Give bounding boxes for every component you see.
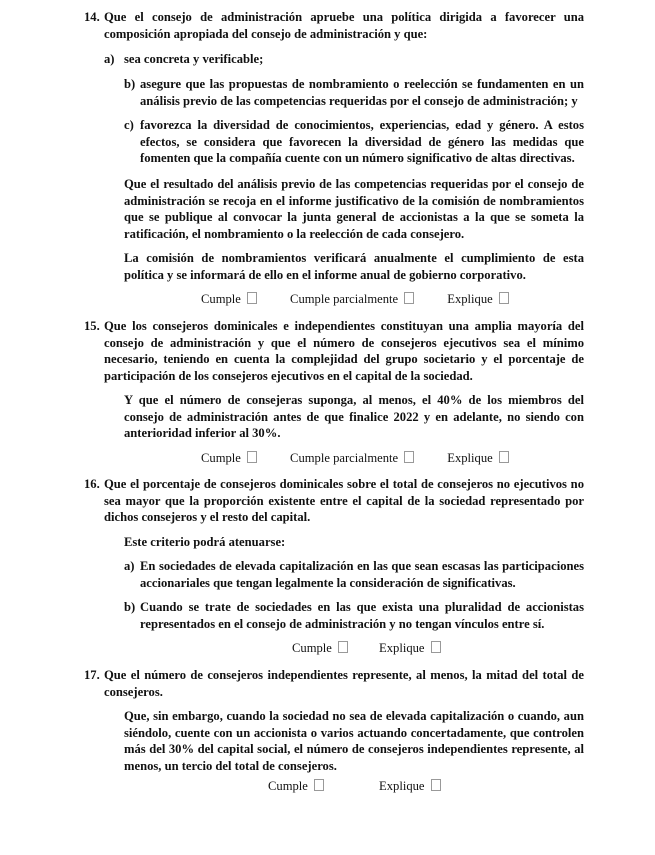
checkbox-icon[interactable] xyxy=(247,292,257,304)
options-14 xyxy=(201,292,509,307)
subitem-letter: b) xyxy=(124,600,136,614)
option-cumple[interactable]: Cumple xyxy=(201,292,257,307)
checkbox-icon[interactable] xyxy=(314,779,324,791)
subitem-text: Cuando se trate de sociedades en las que exista una pluralidad de accionistas representados en el consejo de administración y no tengan vínculos entre sí. xyxy=(140,600,584,631)
recommendation-16 xyxy=(84,476,584,526)
subitem-text: En sociedades de elevada capitalización en las que sean escasas las participaciones accionariales que tengan legalmente la consideración de significativas. xyxy=(140,559,584,590)
subitem-text: asegure que las propuestas de nombramiento o reelección se fundamenten en un análisis previo de las competencias requeridas por el consejo de administración; y xyxy=(140,77,584,108)
option-cumple[interactable]: Cumple xyxy=(292,641,348,656)
option-explique[interactable]: Explique xyxy=(447,292,508,307)
subitem-14b xyxy=(124,76,584,109)
paragraph-17-1: Que, sin embargo, cuando la sociedad no sea de elevada capitalización o cuando, aun siéndolo, cuente con un accionista o varios actuando concertadamente, que controlen más del 30% del capital social, el número de consejeros independientes represente, al menos, un tercio del total de consejeros. xyxy=(124,709,584,773)
subitem-16a xyxy=(124,558,584,591)
item-number: 17. xyxy=(84,668,100,682)
item-number: 15. xyxy=(84,319,100,333)
option-cumple[interactable]: Cumple xyxy=(268,779,324,794)
subitem-16b xyxy=(124,599,584,632)
item-intro: Que el número de consejeros independientes represente, al menos, la mitad del total de consejeros. xyxy=(104,668,584,699)
checkbox-icon[interactable] xyxy=(338,641,348,653)
option-explique[interactable]: Explique xyxy=(447,451,508,466)
checkbox-icon[interactable] xyxy=(404,451,414,463)
paragraph-15-1: Y que el número de consejeras suponga, al menos, el 40% de los miembros del consejo de administración antes de que finalice 2022 y en adelante, no siendo con anterioridad inferior al 30%. xyxy=(124,393,584,440)
subitem-letter: b) xyxy=(124,77,136,91)
options-16 xyxy=(292,641,441,656)
option-cumple-parcialmente[interactable]: Cumple parcialmente xyxy=(290,292,414,307)
checkbox-icon[interactable] xyxy=(431,779,441,791)
subitem-14a xyxy=(104,51,584,68)
subitem-letter: c) xyxy=(124,118,134,132)
checkbox-icon[interactable] xyxy=(404,292,414,304)
option-explique[interactable]: Explique xyxy=(379,779,440,794)
options-15 xyxy=(201,451,509,466)
option-explique[interactable]: Explique xyxy=(379,641,440,656)
item-intro: Que el consejo de administración apruebe una política dirigida a favorecer una composición apropiada del consejo de administración y que: xyxy=(104,10,584,41)
lead-16: Este criterio podrá atenuarse: xyxy=(124,535,286,549)
subitem-letter: a) xyxy=(104,52,115,66)
item-number: 16. xyxy=(84,477,100,491)
item-number: 14. xyxy=(84,10,100,24)
checkbox-icon[interactable] xyxy=(431,641,441,653)
paragraph-14-1: Que el resultado del análisis previo de las competencias requeridas por el consejo de administración se recoja en el informe justificativo de la comisión de nombramientos que se publique al convocar la junta general de accionistas a la que se someta la ratificación, el nombramiento o la reelección de cada consejero. xyxy=(124,177,584,241)
option-cumple[interactable]: Cumple xyxy=(201,451,257,466)
recommendation-17 xyxy=(84,667,584,700)
item-intro: Que el porcentaje de consejeros dominicales sobre el total de consejeros no ejecutivos no sea mayor que la proporción existente entre el capital de la sociedad representado por dichos consejeros y el resto del capital. xyxy=(104,477,584,524)
paragraph-14-2: La comisión de nombramientos verificará anualmente el cumplimiento de esta política y se informará de ello en el informe anual de gobierno corporativo. xyxy=(124,251,584,282)
item-intro: Que los consejeros dominicales e independientes constituyan una amplia mayoría del consejo de administración y que el número de consejeros ejecutivos sea el mínimo necesario, teniendo en cuenta la complejidad del grupo societario y el porcentaje de participación de los consejeros ejecutivos en el capital de la sociedad. xyxy=(104,319,584,383)
subitem-letter: a) xyxy=(124,559,135,573)
options-17 xyxy=(268,779,441,794)
checkbox-icon[interactable] xyxy=(499,451,509,463)
checkbox-icon[interactable] xyxy=(499,292,509,304)
subitem-14c xyxy=(124,117,584,167)
subitem-text: sea concreta y verificable; xyxy=(124,52,264,66)
option-cumple-parcialmente[interactable]: Cumple parcialmente xyxy=(290,451,414,466)
recommendation-15 xyxy=(84,318,584,384)
subitem-text: favorezca la diversidad de conocimientos, experiencias, edad y género. A estos efectos, se considera que favorecen la diversidad de género las medidas que fomenten que la compañía cuente con un número significativo de altas directivas. xyxy=(140,118,584,165)
recommendation-14 xyxy=(84,9,584,42)
checkbox-icon[interactable] xyxy=(247,451,257,463)
